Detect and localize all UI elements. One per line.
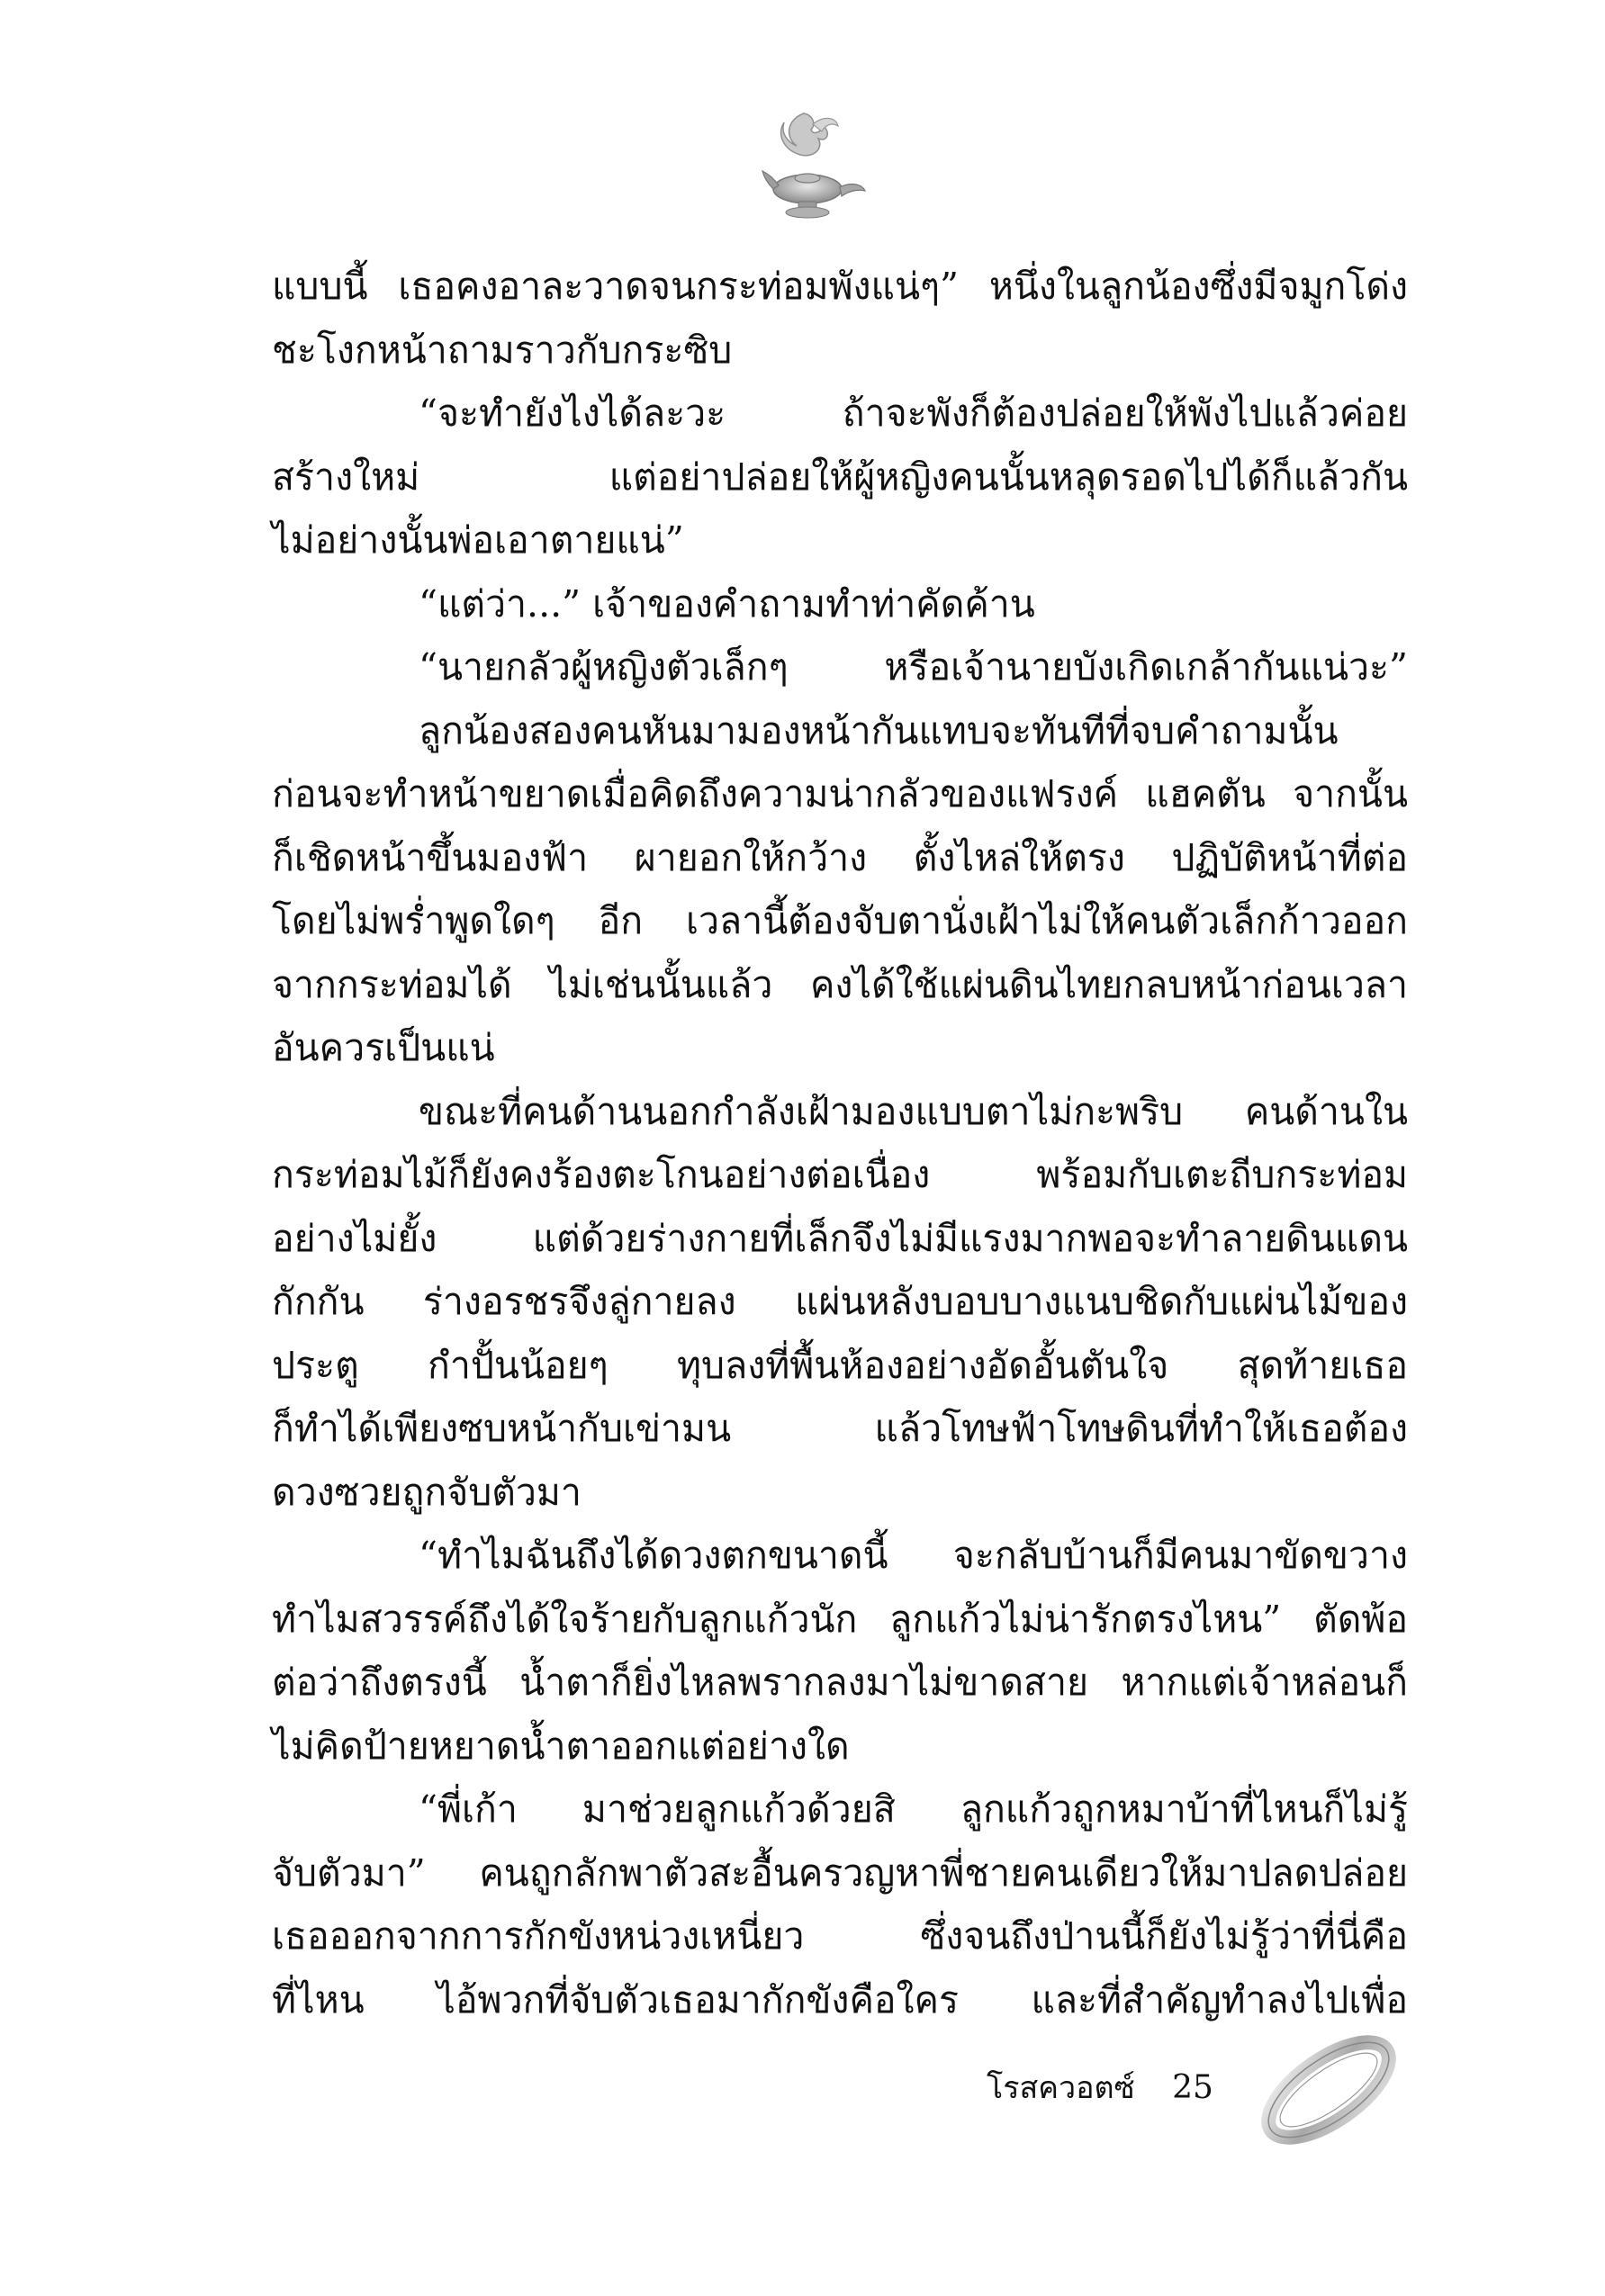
- text-line: “นายกลัวผู้หญิงตัวเล็กๆ หรือเจ้านายบังเกิดเกล้ากันแน่วะ”: [419, 645, 1408, 689]
- text-line: ไม่คิดป้ายหยาดน้ำตาออกแต่อย่างใด: [272, 1724, 850, 1768]
- text-line: จับตัวมา” คนถูกลักพาตัวสะอื้นครวญหาพี่ชายคนเดียวให้มาปลดปล่อย: [272, 1850, 1408, 1895]
- text-line: ชะโงกหน้าถามราวกับกระซิบ: [272, 328, 733, 372]
- text-line: เธอออกจากการกักขังหน่วงเหนี่ยว ซึ่งจนถึงป่านนี้ก็ยังไม่รู้ว่าที่นี่คือ: [272, 1914, 1408, 1958]
- text-line: ทำไมสวรรค์ถึงได้ใจร้ายกับลูกแก้วนัก ลูกแก้วไม่น่ารักตรงไหน” ตัดพ้อ: [272, 1597, 1408, 1641]
- text-line: ก่อนจะทำหน้าขยาดเมื่อคิดถึงความน่ากลัวของแฟรงค์ แฮคตัน จากนั้น: [272, 772, 1408, 815]
- text-line: “แต่ว่า...” เจ้าของคำถามทำท่าคัดค้าน: [419, 581, 1035, 626]
- text-line: ก็เชิดหน้าขึ้นมองฟ้า ผายอกให้กว้าง ตั้งไหล่ให้ตรง ปฏิบัติหน้าที่ต่อ: [272, 835, 1408, 879]
- book-title: โรสควอตซ์: [987, 2070, 1135, 2106]
- text-line: “ทำไมฉันถึงได้ดวงตกขนาดนี้ จะกลับบ้านก็มีคนมาขัดขวาง: [419, 1534, 1408, 1577]
- page-number: 25: [1172, 2069, 1213, 2106]
- running-footer: [987, 2061, 1213, 2115]
- text-line: ขณะที่คนด้านนอกกำลังเฝ้ามองแบบตาไม่กะพริบ คนด้านใน: [419, 1089, 1408, 1133]
- text-line: กักกัน ร่างอรชรจึงลู่กายลง แผ่นหลังบอบบางแนบชิดกับแผ่นไม้ของ: [272, 1280, 1408, 1323]
- text-line: จากกระท่อมได้ ไม่เช่นนั้นแล้ว คงได้ใช้แผ่นดินไทยกลบหน้าก่อนเวลา: [272, 962, 1408, 1006]
- ring-icon: [1248, 2018, 1410, 2162]
- text-line: แบบนี้ เธอคงอาละวาดจนกระท่อมพังแน่ๆ” หนึ่งในลูกน้องซึ่งมีจมูกโด่ง: [272, 265, 1408, 308]
- text-line: ดวงซวยถูกจับตัวมา: [272, 1470, 582, 1514]
- text-line: อย่างไม่ยั้ง แต่ด้วยร่างกายที่เล็กจึงไม่มีแรงมากพอจะทำลายดินแดน: [272, 1216, 1408, 1260]
- text-line: สร้างใหม่ แต่อย่าปล่อยให้ผู้หญิงคนนั้นหลุดรอดไปได้ก็แล้วกัน: [272, 455, 1408, 499]
- text-line: “พี่เก้า มาช่วยลูกแก้วด้วยสิ ลูกแก้วถูกหมาบ้าที่ไหนก็ไม่รู้: [419, 1787, 1408, 1831]
- text-line: ต่อว่าถึงตรงนี้ น้ำตาก็ยิ่งไหลพรากลงมาไม่ขาดสาย หากแต่เจ้าหล่อนก็: [272, 1661, 1408, 1704]
- text-line: ที่ไหน ไอ้พวกที่จับตัวเธอมากักขังคือใคร และที่สำคัญทำลงไปเพื่อ: [272, 1977, 1408, 2021]
- text-line: ประตู กำปั้นน้อยๆ ทุบลงที่พื้นห้องอย่างอัดอั้นตันใจ สุดท้ายเธอ: [272, 1343, 1408, 1387]
- text-line: ลูกน้องสองคนหันมามองหน้ากันแทบจะทันทีที่จบคำถามนั้น: [419, 708, 1339, 752]
- text-line: กระท่อมไม้ก็ยังคงร้องตะโกนอย่างต่อเนื่อง พร้อมกับเตะถีบกระท่อม: [272, 1153, 1408, 1196]
- body-text: [272, 255, 1408, 2031]
- text-line: ไม่อย่างนั้นพ่อเอาตายแน่”: [272, 518, 684, 562]
- text-line: ก็ทำได้เพียงซบหน้ากับเข่ามน แล้วโทษฟ้าโทษดินที่ทำให้เธอต้อง: [272, 1407, 1408, 1450]
- text-line: โดยไม่พร่ำพูดใดๆ อีก เวลานี้ต้องจับตานั่งเฝ้าไม่ให้คนตัวเล็กก้าวออก: [272, 899, 1408, 942]
- text-line: อันควรเป็นแน่: [272, 1026, 495, 1069]
- lamp-ornament-icon: [761, 106, 869, 223]
- text-line: “จะทำยังไงได้ละวะ ถ้าจะพังก็ต้องปล่อยให้พังไปแล้วค่อย: [419, 392, 1408, 435]
